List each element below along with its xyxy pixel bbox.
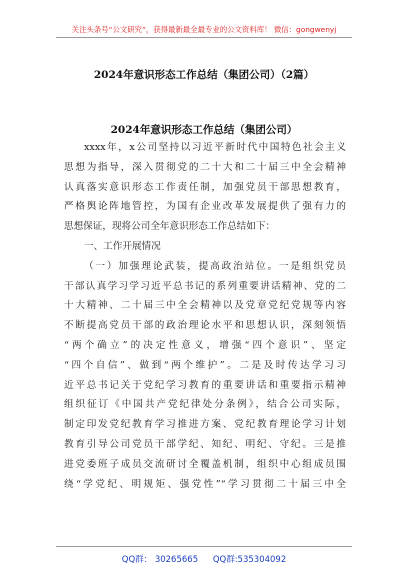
text-line: 进党委班子成员交流研讨全覆盖机制，组织中心组成员围 bbox=[64, 458, 346, 470]
text-line: 不断提高党员干部的政治理论水平和思想认识，深刻领悟 bbox=[64, 320, 346, 332]
text-line: “两个确立”的决定性意义，增强“四个意识”、坚定 bbox=[64, 339, 346, 351]
qq-group-1: QQ群： 30265665 bbox=[121, 555, 199, 565]
text-line: 近平总书记关于党纪学习教育的重要讲话和重要指示精神 bbox=[64, 379, 346, 391]
text-line: 教育引导公司党员干部学纪、知纪、明纪、守纪。三是推 bbox=[64, 438, 346, 450]
text-line: 组织征订《中国共产党纪律处分条例》，结合公司实际， bbox=[64, 399, 346, 411]
text-line: 思想为指导，深入贯彻党的二十大和二十届三中全会精神 bbox=[64, 161, 346, 173]
text-line: 十大精神、二十届三中全会精神以及党章党纪党规等内容 bbox=[64, 300, 346, 312]
text-line: 绕“学党纪、明规矩、强党性”“学习贯彻二十届三中全 bbox=[64, 478, 346, 490]
text-line: xxxx年，x公司坚持以习近平新时代中国特色社会主义 bbox=[84, 142, 346, 153]
document-title: 2024年意识形态工作总结（集团公司）（2篇） bbox=[93, 69, 315, 81]
section-heading: 一、工作开展情况 bbox=[84, 240, 161, 252]
text-line: 严格舆论阵地管控，为国有企业改革发展提供了强有力的 bbox=[64, 201, 346, 213]
text-line: （一）加强理论武装，提高政治站位。一是组织党员 bbox=[84, 260, 346, 272]
text-line: 制定印发党纪教育学习推进方案、党纪教育理论学习计划 bbox=[64, 419, 346, 431]
qq-group-2: QQ群:535304092 bbox=[212, 555, 287, 565]
text-line: 思想保证，现将公司全年意识形态工作总结如下： bbox=[64, 221, 276, 233]
header-divider bbox=[56, 37, 352, 38]
section-title: 2024年意识形态工作总结（集团公司） bbox=[110, 124, 298, 136]
header-banner: 关注头条号“公文研究”，获得最新最全最专业的公文资料库！ 微信：gongwenyj bbox=[71, 25, 337, 34]
body-text bbox=[64, 138, 346, 494]
text-line: 干部认真学习学习近平总书记的系列重要讲话精神、党的二 bbox=[64, 280, 346, 292]
footer-divider bbox=[56, 546, 352, 547]
text-line: 认真落实意识形态工作责任制，加强党员干部思想教育， bbox=[64, 181, 346, 193]
text-line: “四个自信”、做到“两个维护”。二是及时传达学习习 bbox=[64, 359, 346, 371]
footer-contact bbox=[0, 553, 408, 565]
